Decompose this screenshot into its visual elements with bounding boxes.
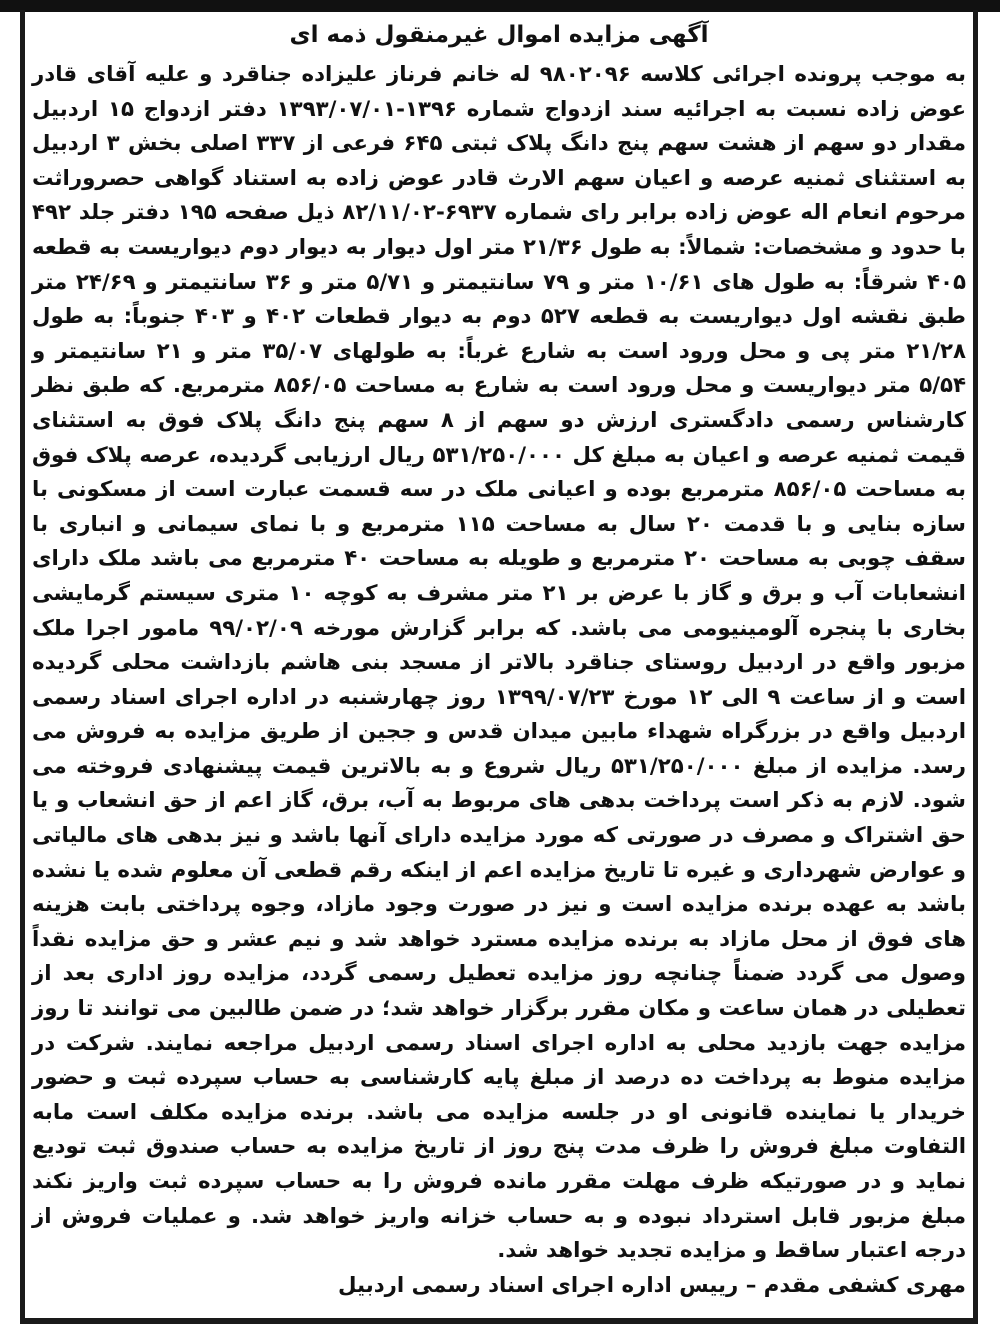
bottom-border — [20, 1318, 978, 1324]
notice-body: به موجب پرونده اجرائی کلاسه ۹۸۰۲۰۹۶ له خانم فرناز علیزاده جناقرد و علیه آقای قادر عوض زاده نسبت به اجرائیه سند ازدواج شماره ۱۳۹۶-۱۳۹۳/۰۷/۰۱ دفتر ازدواج ۱۵ اردبیل مقدار دو سهم از هشت سهم پنج دانگ پلاک ثبتی ۶۴۵ فرعی از ۳۳۷ اصلی بخش ۳ اردبیل به استثنای ثمنیه عرصه و اعیان سهم الارث قادر عوض زاده به استناد گواهی حصروراثت مرحوم انعام اله عوض زاده برابر رای شماره ۶۹۳۷-۸۲/۱۱/۰۲ ذیل صفحه ۱۹۵ دفتر جلد ۴۹۲ با حدود و مشخصات: شمالاً: به طول ۲۱/۳۶ متر اول دیوار به دیوار دوم دیواریست به قطعه ۴۰۵ شرقاً: به طول های ۱۰/۶۱ متر و ۷۹ سانتیمتر و ۵/۷۱ متر و ۳۶ سانتیمتر و ۲۴/۶۹ متر طبق نقشه اول دیواریست به قطعه ۵۲۷ دوم به دیوار قطعات ۴۰۲ و ۴۰۳ جنوباً: به طول ۲۱/۲۸ متر پی و محل ورود است به شارع غرباً: به طولهای ۳۵/۰۷ متر و ۲۱ سانتیمتر و ۵/۵۴ متر دیواریست و محل ورود است به شارع به مساحت ۸۵۶/۰۵ مترمربع. که طبق نظر کارشناس رسمی دادگستری ارزش دو سهم از ۸ سهم پنج دانگ پلاک فوق به استثنای قیمت ثمنیه عرصه و اعیان به مبلغ کل ۵۳۱/۲۵۰/۰۰۰ ریال ارزیابی گردیده، عرصه پلاک فوق به مساحت ۸۵۶/۰۵ مترمربع بوده و اعیانی ملک در سه قسمت عبارت است از مسکونی با سازه بنایی و با قدمت ۲۰ سال به مساحت ۱۱۵ مترمربع و با نمای سیمانی و انباری با سقف چوبی به مساحت ۲۰ مترمربع و طویله به مساحت ۴۰ مترمربع می باشد ملک دارای انشعابات آب و برق و گاز با عرض بر ۲۱ متر مشرف به کوچه ۱۰ متری سیستم گرمایشی بخاری با پنجره آلومینیومی می باشد. که برابر گزارش مورخه ۹۹/۰۲/۰۹ مامور اجرا ملک مزبور واقع در اردبیل روستای جناقرد بالاتر از مسجد بنی هاشم بازداشت محلی گردیده است و از ساعت ۹ الی ۱۲ مورخ ۱۳۹۹/۰۷/۲۳ روز چهارشنبه در اداره اجرای اسناد رسمی اردبیل واقع در بزرگراه شهداء مابین میدان قدس و ججین از طریق مزایده به فروش می رسد. مزایده از مبلغ ۵۳۱/۲۵۰/۰۰۰ ریال شروع و به بالاترین قیمت پیشنهادی فروخته می شود. لازم به ذکر است پرداخت بدهی های مربوط به آب، برق، گاز اعم از حق انشعاب و یا حق اشتراک و مصرف در صورتی که مورد مزایده دارای آنها باشد و نیز بدهی های مالیاتی و عوارض شهرداری و غیره تا تاریخ مزایده اعم از اینکه رقم قطعی آن معلوم شده یا نشده باشد به عهده برنده مزایده است و نیز در صورت وجود مازاد، وجوه پرداختی بابت هزینه های فوق از محل مازاد به برنده مزایده مسترد خواهد شد و نیم عشر و حق مزایده نقداً وصول می گردد ضمناً چنانچه روز مزایده تعطیل رسمی گردد، مزایده روز اداری بعد از تعطیلی در همان ساعت و مکان مقرر برگزار خواهد شد؛ در ضمن طالبین می توانند تا روز مزایده جهت بازدید محلی به اداره اجرای اسناد رسمی اردبیل مراجعه نمایند. شرکت در مزایده منوط به پرداخت ده درصد از مبلغ پایه کارشناسی به حساب سپرده ثبت و حضور خریدار یا نماینده قانونی او در جلسه مزایده می باشد. برنده مزایده مکلف است مابه التفاوت مبلغ فروش را ظرف مدت پنج روز از تاریخ مزایده به حساب صندوق ثبت تودیع نماید و در صورتیکه ظرف مهلت مقرر مانده فروش را به حساب سپرده ثبت واریز نکند مبلغ مزبور قابل استرداد نبوده و به حساب خزانه واریز خواهد شد. و عملیات فروش از درجه اعتبار ساقط و مزایده تجدید خواهد شد. — [32, 62, 967, 1264]
top-border — [0, 0, 1000, 12]
auction-notice — [32, 18, 966, 1303]
notice-title: آگهی مزایده اموال غیرمنقول ذمه ای — [289, 22, 709, 48]
right-border — [973, 10, 978, 1324]
notice-signature: مهری کشفی مقدم – رییس اداره اجرای اسناد رسمی اردبیل — [338, 1272, 966, 1298]
left-border — [20, 10, 25, 1324]
